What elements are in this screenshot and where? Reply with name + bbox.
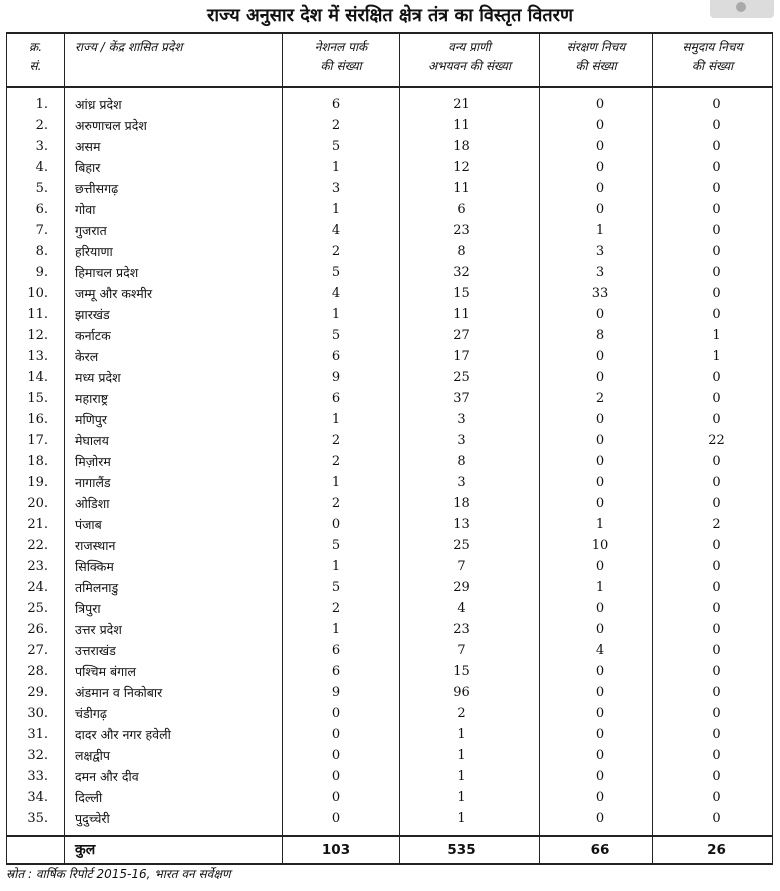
table-row — [7, 178, 773, 199]
table-row — [7, 556, 773, 577]
row-sno: 27. — [7, 640, 65, 661]
row-wildlife-sanctuaries: 8 — [400, 451, 540, 472]
table-row — [7, 640, 773, 661]
row-state-name: चंडीगढ़ — [65, 703, 283, 724]
row-wildlife-sanctuaries: 25 — [400, 367, 540, 388]
row-national-parks: 1 — [283, 409, 400, 430]
row-national-parks: 2 — [283, 115, 400, 136]
row-sno: 23. — [7, 556, 65, 577]
total-national-parks: 103 — [283, 836, 400, 864]
row-conservation-reserves: 0 — [540, 409, 653, 430]
row-state-name: कर्नाटक — [65, 325, 283, 346]
row-wildlife-sanctuaries: 3 — [400, 409, 540, 430]
row-wildlife-sanctuaries: 18 — [400, 493, 540, 514]
header-wildlife-sanctuaries: वन्य प्राणी अभयवन की संख्या — [400, 33, 540, 87]
row-national-parks: 0 — [283, 787, 400, 808]
row-community-reserves: 0 — [653, 766, 773, 787]
row-community-reserves: 22 — [653, 430, 773, 451]
row-national-parks: 0 — [283, 514, 400, 535]
row-wildlife-sanctuaries: 1 — [400, 808, 540, 836]
row-national-parks: 9 — [283, 682, 400, 703]
row-wildlife-sanctuaries: 1 — [400, 724, 540, 745]
row-national-parks: 1 — [283, 472, 400, 493]
row-community-reserves: 0 — [653, 409, 773, 430]
row-national-parks: 6 — [283, 640, 400, 661]
row-wildlife-sanctuaries: 32 — [400, 262, 540, 283]
row-national-parks: 1 — [283, 619, 400, 640]
row-sno: 21. — [7, 514, 65, 535]
row-wildlife-sanctuaries: 7 — [400, 556, 540, 577]
row-national-parks: 0 — [283, 766, 400, 787]
row-community-reserves: 0 — [653, 178, 773, 199]
row-wildlife-sanctuaries: 1 — [400, 745, 540, 766]
table-row — [7, 94, 773, 115]
row-conservation-reserves: 0 — [540, 619, 653, 640]
table-spacer-row — [7, 87, 773, 94]
row-national-parks: 2 — [283, 598, 400, 619]
row-wildlife-sanctuaries: 3 — [400, 430, 540, 451]
row-community-reserves: 0 — [653, 703, 773, 724]
row-state-name: आंध्र प्रदेश — [65, 94, 283, 115]
row-conservation-reserves: 33 — [540, 283, 653, 304]
table-row — [7, 430, 773, 451]
row-conservation-reserves: 1 — [540, 577, 653, 598]
row-national-parks: 9 — [283, 367, 400, 388]
row-sno: 35. — [7, 808, 65, 836]
table-row — [7, 199, 773, 220]
total-label: कुल — [65, 836, 283, 864]
table-row — [7, 220, 773, 241]
row-state-name: मध्य प्रदेश — [65, 367, 283, 388]
row-state-name: त्रिपुरा — [65, 598, 283, 619]
row-community-reserves: 0 — [653, 220, 773, 241]
table-row — [7, 703, 773, 724]
table-row — [7, 283, 773, 304]
total-conservation-reserves: 66 — [540, 836, 653, 864]
row-national-parks: 6 — [283, 388, 400, 409]
row-wildlife-sanctuaries: 18 — [400, 136, 540, 157]
row-state-name: मेघालय — [65, 430, 283, 451]
table-row — [7, 619, 773, 640]
row-conservation-reserves: 3 — [540, 262, 653, 283]
row-sno: 19. — [7, 472, 65, 493]
row-wildlife-sanctuaries: 37 — [400, 388, 540, 409]
row-national-parks: 1 — [283, 157, 400, 178]
row-sno: 6. — [7, 199, 65, 220]
row-national-parks: 5 — [283, 535, 400, 556]
row-national-parks: 5 — [283, 262, 400, 283]
row-conservation-reserves: 0 — [540, 808, 653, 836]
table-row — [7, 472, 773, 493]
row-sno: 16. — [7, 409, 65, 430]
row-conservation-reserves: 0 — [540, 724, 653, 745]
row-state-name: सिक्किम — [65, 556, 283, 577]
total-wildlife-sanctuaries: 535 — [400, 836, 540, 864]
row-conservation-reserves: 0 — [540, 556, 653, 577]
header-community-reserves: समुदाय निचय की संख्या — [653, 33, 773, 87]
row-state-name: पंजाब — [65, 514, 283, 535]
row-conservation-reserves: 0 — [540, 766, 653, 787]
row-national-parks: 6 — [283, 346, 400, 367]
row-state-name: जम्मू और कश्मीर — [65, 283, 283, 304]
table-row — [7, 514, 773, 535]
row-sno: 33. — [7, 766, 65, 787]
row-national-parks: 5 — [283, 577, 400, 598]
row-sno: 13. — [7, 346, 65, 367]
row-conservation-reserves: 8 — [540, 325, 653, 346]
row-state-name: बिहार — [65, 157, 283, 178]
row-sno: 11. — [7, 304, 65, 325]
row-community-reserves: 0 — [653, 157, 773, 178]
table-row — [7, 787, 773, 808]
table-row — [7, 808, 773, 836]
page-title: राज्य अनुसार देश में संरक्षित क्षेत्र तंत्र का विस्तृत वितरण — [206, 5, 574, 26]
row-national-parks: 2 — [283, 451, 400, 472]
row-sno: 9. — [7, 262, 65, 283]
row-sno: 15. — [7, 388, 65, 409]
row-wildlife-sanctuaries: 1 — [400, 787, 540, 808]
row-sno: 18. — [7, 451, 65, 472]
row-national-parks: 6 — [283, 94, 400, 115]
table-row — [7, 766, 773, 787]
row-conservation-reserves: 2 — [540, 388, 653, 409]
table-body — [7, 87, 773, 836]
row-community-reserves: 0 — [653, 241, 773, 262]
row-sno: 14. — [7, 367, 65, 388]
row-wildlife-sanctuaries: 2 — [400, 703, 540, 724]
row-national-parks: 5 — [283, 325, 400, 346]
row-wildlife-sanctuaries: 1 — [400, 766, 540, 787]
table-header-row — [7, 33, 773, 87]
row-wildlife-sanctuaries: 8 — [400, 241, 540, 262]
row-community-reserves: 0 — [653, 787, 773, 808]
row-wildlife-sanctuaries: 96 — [400, 682, 540, 703]
row-national-parks: 1 — [283, 304, 400, 325]
row-community-reserves: 0 — [653, 640, 773, 661]
row-community-reserves: 1 — [653, 325, 773, 346]
row-national-parks: 2 — [283, 241, 400, 262]
source-note: स्रोत : वार्षिक रिपोर्ट 2015-16, भारत वन सर्वेक्षण — [6, 867, 231, 881]
row-community-reserves: 0 — [653, 493, 773, 514]
table-row — [7, 598, 773, 619]
table-row — [7, 262, 773, 283]
row-conservation-reserves: 0 — [540, 598, 653, 619]
row-national-parks: 1 — [283, 556, 400, 577]
row-national-parks: 6 — [283, 661, 400, 682]
row-state-name: लक्षद्वीप — [65, 745, 283, 766]
row-community-reserves: 0 — [653, 283, 773, 304]
row-community-reserves: 1 — [653, 346, 773, 367]
row-wildlife-sanctuaries: 29 — [400, 577, 540, 598]
row-sno: 31. — [7, 724, 65, 745]
row-national-parks: 0 — [283, 724, 400, 745]
row-conservation-reserves: 0 — [540, 136, 653, 157]
row-national-parks: 0 — [283, 808, 400, 836]
table-row — [7, 136, 773, 157]
table-row — [7, 577, 773, 598]
row-conservation-reserves: 0 — [540, 451, 653, 472]
row-wildlife-sanctuaries: 15 — [400, 283, 540, 304]
total-row — [7, 836, 773, 864]
row-wildlife-sanctuaries: 25 — [400, 535, 540, 556]
table-row — [7, 388, 773, 409]
row-state-name: दादर और नगर हवेली — [65, 724, 283, 745]
row-state-name: हिमाचल प्रदेश — [65, 262, 283, 283]
row-state-name: राजस्थान — [65, 535, 283, 556]
row-conservation-reserves: 0 — [540, 493, 653, 514]
row-conservation-reserves: 0 — [540, 157, 653, 178]
row-conservation-reserves: 0 — [540, 472, 653, 493]
row-community-reserves: 0 — [653, 262, 773, 283]
row-sno: 17. — [7, 430, 65, 451]
row-conservation-reserves: 0 — [540, 199, 653, 220]
row-state-name: नागालैंड — [65, 472, 283, 493]
total-community-reserves: 26 — [653, 836, 773, 864]
row-wildlife-sanctuaries: 13 — [400, 514, 540, 535]
row-state-name: अंडमान व निकोबार — [65, 682, 283, 703]
row-state-name: दमन और दीव — [65, 766, 283, 787]
row-community-reserves: 0 — [653, 304, 773, 325]
row-sno: 26. — [7, 619, 65, 640]
row-wildlife-sanctuaries: 6 — [400, 199, 540, 220]
row-conservation-reserves: 0 — [540, 304, 653, 325]
row-sno: 28. — [7, 661, 65, 682]
row-national-parks: 1 — [283, 199, 400, 220]
header-sno: क्र. सं. — [7, 33, 65, 87]
row-community-reserves: 0 — [653, 556, 773, 577]
row-community-reserves: 0 — [653, 136, 773, 157]
header-state: राज्य / केंद्र शासित प्रदेश — [65, 33, 283, 87]
row-conservation-reserves: 0 — [540, 745, 653, 766]
row-state-name: हरियाणा — [65, 241, 283, 262]
row-conservation-reserves: 0 — [540, 787, 653, 808]
row-community-reserves: 0 — [653, 115, 773, 136]
row-conservation-reserves: 0 — [540, 430, 653, 451]
row-conservation-reserves: 10 — [540, 535, 653, 556]
row-sno: 34. — [7, 787, 65, 808]
row-wildlife-sanctuaries: 17 — [400, 346, 540, 367]
row-wildlife-sanctuaries: 3 — [400, 472, 540, 493]
row-community-reserves: 0 — [653, 745, 773, 766]
row-conservation-reserves: 1 — [540, 220, 653, 241]
row-wildlife-sanctuaries: 11 — [400, 178, 540, 199]
row-state-name: केरल — [65, 346, 283, 367]
header-conservation-reserves: संरक्षण निचय की संख्या — [540, 33, 653, 87]
row-national-parks: 2 — [283, 430, 400, 451]
row-community-reserves: 0 — [653, 535, 773, 556]
table-row — [7, 346, 773, 367]
row-state-name: अरुणाचल प्रदेश — [65, 115, 283, 136]
row-sno: 7. — [7, 220, 65, 241]
row-state-name: मिज़ोरम — [65, 451, 283, 472]
row-community-reserves: 0 — [653, 724, 773, 745]
row-state-name: मणिपुर — [65, 409, 283, 430]
row-state-name: पश्चिम बंगाल — [65, 661, 283, 682]
row-state-name: उत्तराखंड — [65, 640, 283, 661]
row-state-name: गुजरात — [65, 220, 283, 241]
row-state-name: ओडिशा — [65, 493, 283, 514]
row-conservation-reserves: 0 — [540, 346, 653, 367]
row-conservation-reserves: 0 — [540, 703, 653, 724]
row-wildlife-sanctuaries: 12 — [400, 157, 540, 178]
row-state-name: असम — [65, 136, 283, 157]
row-wildlife-sanctuaries: 27 — [400, 325, 540, 346]
row-conservation-reserves: 0 — [540, 661, 653, 682]
row-state-name: छत्तीसगढ़ — [65, 178, 283, 199]
row-conservation-reserves: 0 — [540, 94, 653, 115]
table-row — [7, 115, 773, 136]
table-row — [7, 682, 773, 703]
row-state-name: महाराष्ट्र — [65, 388, 283, 409]
row-community-reserves: 0 — [653, 661, 773, 682]
row-wildlife-sanctuaries: 7 — [400, 640, 540, 661]
row-community-reserves: 0 — [653, 619, 773, 640]
row-national-parks: 3 — [283, 178, 400, 199]
row-community-reserves: 0 — [653, 682, 773, 703]
total-sno-cell — [7, 836, 65, 864]
row-state-name: उत्तर प्रदेश — [65, 619, 283, 640]
row-wildlife-sanctuaries: 11 — [400, 115, 540, 136]
table-row — [7, 535, 773, 556]
table-row — [7, 724, 773, 745]
row-state-name: झारखंड — [65, 304, 283, 325]
row-conservation-reserves: 0 — [540, 115, 653, 136]
row-state-name: तमिलनाडु — [65, 577, 283, 598]
row-wildlife-sanctuaries: 23 — [400, 220, 540, 241]
row-community-reserves: 0 — [653, 388, 773, 409]
row-sno: 4. — [7, 157, 65, 178]
row-national-parks: 4 — [283, 283, 400, 304]
row-sno: 30. — [7, 703, 65, 724]
row-conservation-reserves: 4 — [540, 640, 653, 661]
row-national-parks: 0 — [283, 703, 400, 724]
row-state-name: दिल्ली — [65, 787, 283, 808]
row-conservation-reserves: 0 — [540, 367, 653, 388]
row-national-parks: 4 — [283, 220, 400, 241]
table-row — [7, 745, 773, 766]
row-sno: 24. — [7, 577, 65, 598]
row-sno: 12. — [7, 325, 65, 346]
header-national-parks: नेशनल पार्क की संख्या — [283, 33, 400, 87]
row-sno: 5. — [7, 178, 65, 199]
row-community-reserves: 0 — [653, 577, 773, 598]
table-row — [7, 493, 773, 514]
table-row — [7, 304, 773, 325]
row-wildlife-sanctuaries: 15 — [400, 661, 540, 682]
row-sno: 10. — [7, 283, 65, 304]
row-community-reserves: 0 — [653, 451, 773, 472]
row-community-reserves: 0 — [653, 367, 773, 388]
row-community-reserves: 0 — [653, 472, 773, 493]
row-sno: 3. — [7, 136, 65, 157]
protected-areas-table — [6, 32, 773, 865]
row-state-name: गोवा — [65, 199, 283, 220]
row-sno: 2. — [7, 115, 65, 136]
table-row — [7, 325, 773, 346]
row-community-reserves: 0 — [653, 94, 773, 115]
table-row — [7, 157, 773, 178]
row-wildlife-sanctuaries: 11 — [400, 304, 540, 325]
row-conservation-reserves: 0 — [540, 178, 653, 199]
table-row — [7, 367, 773, 388]
table-row — [7, 451, 773, 472]
table-row — [7, 409, 773, 430]
row-community-reserves: 0 — [653, 598, 773, 619]
row-national-parks: 2 — [283, 493, 400, 514]
row-national-parks: 5 — [283, 136, 400, 157]
row-sno: 22. — [7, 535, 65, 556]
row-wildlife-sanctuaries: 4 — [400, 598, 540, 619]
row-conservation-reserves: 1 — [540, 514, 653, 535]
row-sno: 20. — [7, 493, 65, 514]
row-conservation-reserves: 0 — [540, 682, 653, 703]
row-community-reserves: 0 — [653, 199, 773, 220]
row-community-reserves: 2 — [653, 514, 773, 535]
row-wildlife-sanctuaries: 21 — [400, 94, 540, 115]
row-state-name: पुदुच्चेरी — [65, 808, 283, 836]
row-sno: 8. — [7, 241, 65, 262]
row-wildlife-sanctuaries: 23 — [400, 619, 540, 640]
row-community-reserves: 0 — [653, 808, 773, 836]
row-sno: 1. — [7, 94, 65, 115]
table-row — [7, 241, 773, 262]
row-sno: 25. — [7, 598, 65, 619]
table-row — [7, 661, 773, 682]
row-sno: 32. — [7, 745, 65, 766]
row-conservation-reserves: 3 — [540, 241, 653, 262]
row-national-parks: 0 — [283, 745, 400, 766]
row-sno: 29. — [7, 682, 65, 703]
